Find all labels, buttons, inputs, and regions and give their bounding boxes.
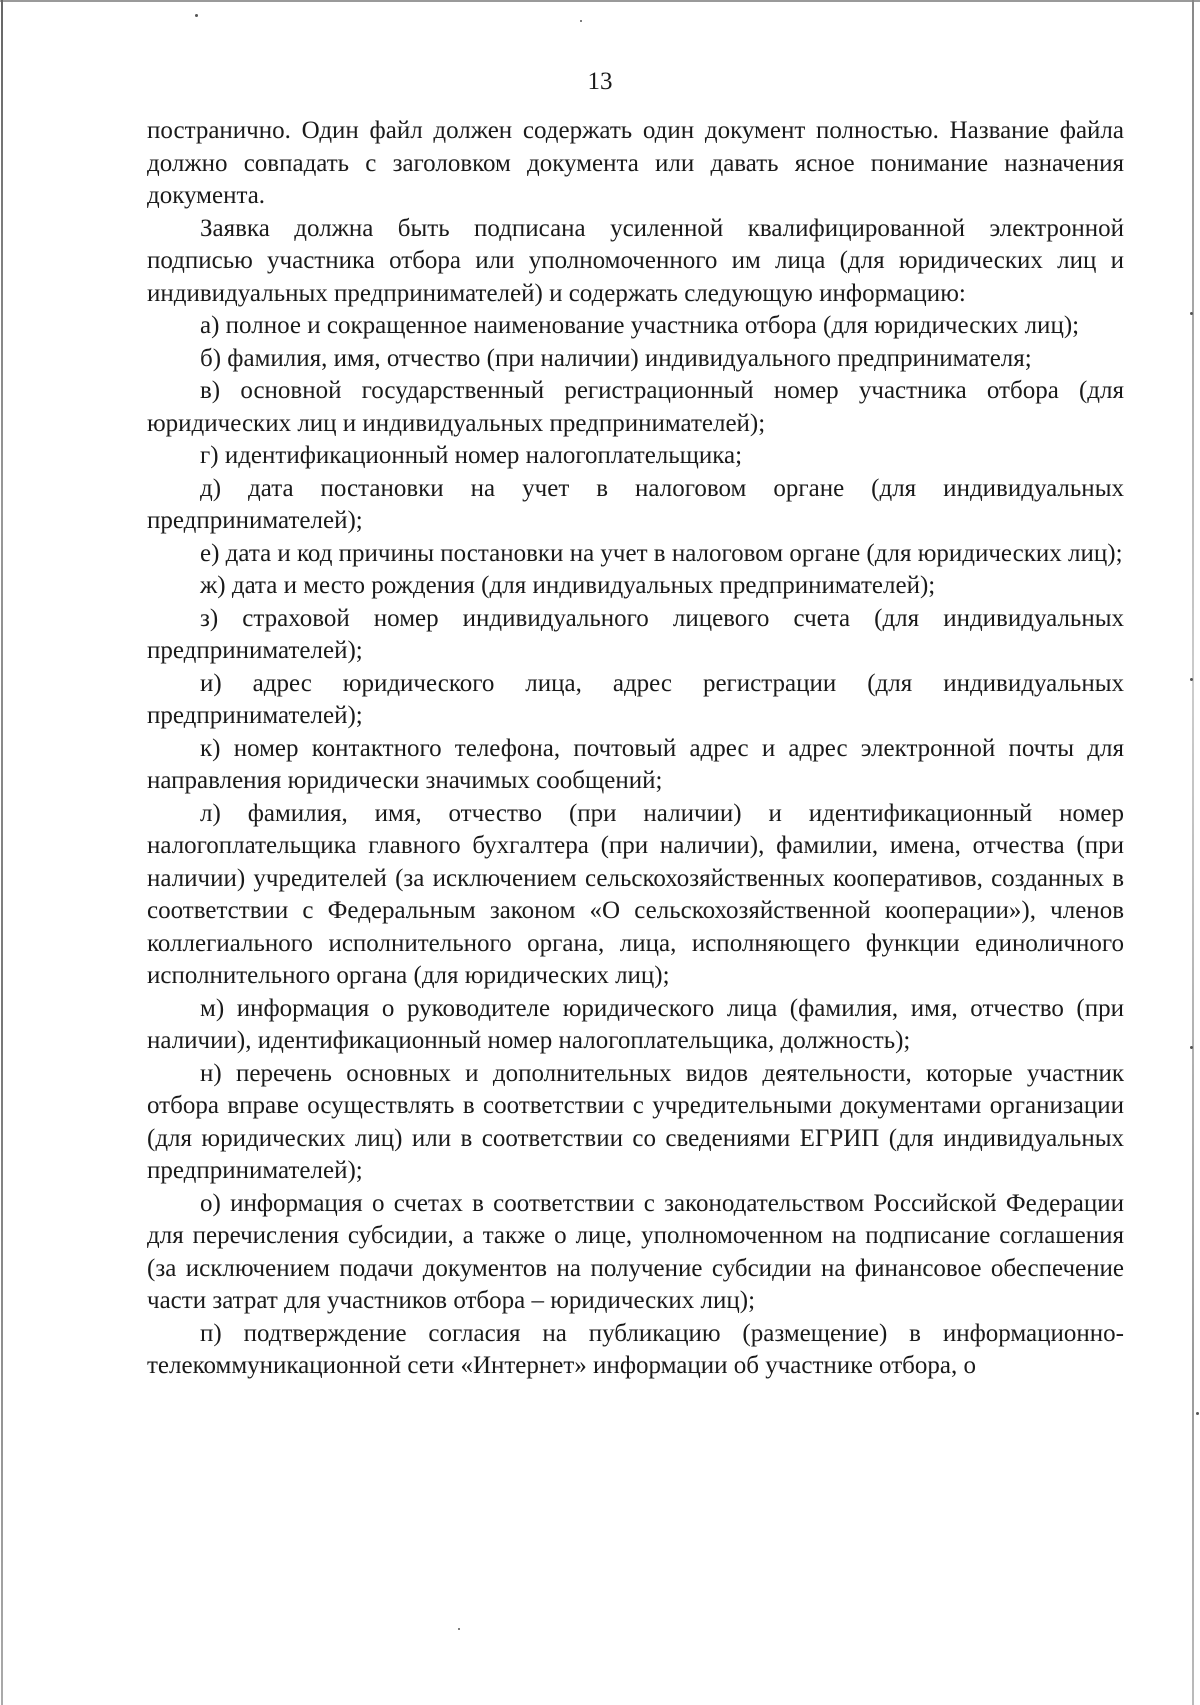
scan-speck (1190, 678, 1193, 681)
scan-speck (1196, 1412, 1199, 1415)
list-item-d: д) дата постановки на учет в налоговом органе (для индивидуальных предпринимателей); (147, 474, 1124, 534)
list-item-m: м) информация о руководителе юридического лица (фамилия, имя, отчество (при наличии), идентификационный номер налогоплательщика, должность); (147, 994, 1124, 1054)
paragraph-continuation: постранично. Один файл должен содержать один документ полностью. Название файла должно совпадать с заголовком документа или давать ясное понимание назначения документа. (147, 117, 1124, 209)
scan-speck (1190, 1046, 1193, 1049)
list-item-n: н) перечень основных и дополнительных видов деятельности, которые участник отбора вправе осуществлять в соответствии с учредительными документами организации (для юридических лиц) или в соответствии со сведениями ЕГРИП (для индивидуальных предпринимателей); (147, 1059, 1124, 1184)
scan-speck (1190, 312, 1193, 315)
scan-speck (458, 1628, 460, 1630)
list-item-i: и) адрес юридического лица, адрес регистрации (для индивидуальных предпринимателей); (147, 669, 1124, 729)
list-item-l: л) фамилия, имя, отчество (при наличии) и идентификационный номер налогоплательщика главного бухгалтера (при наличии), фамилии, имена, отчества (при наличии) учредителей (за исключением сельскохозяйственных кооперативов, созданных в соответствии с Федеральным законом «О сельскохозяйственной кооперации»), членов коллегиального исполнительного органа, лица, исполняющего функции единоличного исполнительного органа (для юридических лиц); (147, 799, 1124, 989)
list-item-z: з) страховой номер индивидуального лицевого счета (для индивидуальных предпринимателей); (147, 604, 1124, 664)
scan-speck (580, 20, 582, 22)
list-item-p: п) подтверждение согласия на публикацию (размещение) в информационно-телекоммуникационной сети «Интернет» информации об участнике отбора, о (147, 1319, 1124, 1379)
list-item-k: к) номер контактного телефона, почтовый адрес и адрес электронной почты для направления юридически значимых сообщений; (147, 734, 1124, 794)
list-item-zh: ж) дата и место рождения (для индивидуальных предпринимателей); (200, 572, 936, 599)
scan-edge-right (1192, 0, 1194, 1705)
list-item-a: а) полное и сокращенное наименование участника отбора (для юридических лиц); (200, 312, 1080, 339)
list-item-b: б) фамилия, имя, отчество (при наличии) индивидуального предпринимателя; (200, 344, 1032, 372)
page-number: 13 (587, 68, 613, 95)
scan-edge-left (1, 0, 3, 1705)
list-item-e: е) дата и код причины постановки на учет в налоговом органе (для юридических лиц); (200, 539, 1123, 567)
document-body (147, 115, 1124, 1383)
list-item-o: о) информация о счетах в соответствии с законодательством Российской Федерации для перечисления субсидии, а также о лице, уполномоченном на подписание соглашения (за исключением подачи документов на получение субсидии на финансовое обеспечение части затрат для участников отбора – юридических лиц); (147, 1189, 1124, 1314)
scan-speck (195, 14, 198, 17)
list-item-g: г) идентификационный номер налогоплательщика; (200, 442, 743, 469)
list-item-v: в) основной государственный регистрационный номер участника отбора (для юридических лиц и индивидуальных предпринимателей); (147, 377, 1124, 437)
scan-edge-top (0, 0, 1200, 2)
paragraph-application-requirements: Заявка должна быть подписана усиленной квалифицированной электронной подписью участника отбора или уполномоченного им лица (для юридических лиц и индивидуальных предпринимателей) и содержать следующую информацию: (147, 214, 1124, 307)
